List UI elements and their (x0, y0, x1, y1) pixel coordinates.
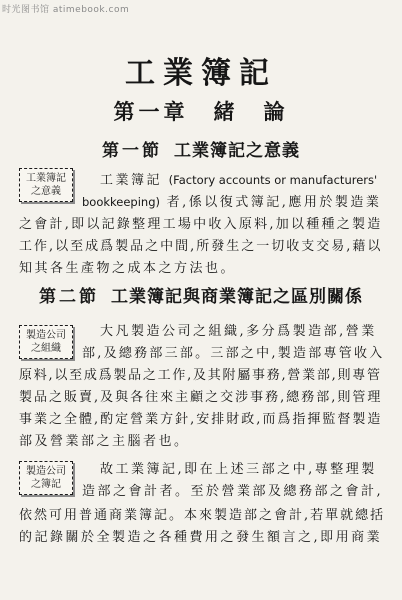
section-2-number: 第二節 (39, 287, 99, 307)
paragraph-1-line-3: 之會計,即以記錄整理工場中收入原料,加以種種之製造 (19, 217, 383, 232)
paragraph-2-line-4: 製品之販賣,及與各往來主顧之交涉事務,總務部,則管理 (19, 390, 383, 405)
section-1-heading (0, 136, 402, 161)
term-english: (Factory accounts or manufacturers' (168, 173, 378, 187)
margin-note-1 (19, 168, 73, 202)
margin-note-2 (19, 325, 73, 359)
section-2-title: 工業簿記與商業簿記之區別關係 (111, 287, 363, 307)
paragraph-2-line-5: 事業之全體,酌定營業方針,安排財政,而爲指揮監督製造 (19, 412, 383, 427)
margin-note-1-line-1: 工業簿記 (26, 173, 66, 184)
paragraph-3-line-2: 造部之會計者。至於營業部及總務部之會計, (82, 484, 384, 499)
paragraph-1-line-5: 知其各生產物之成本之方法也。 (19, 261, 237, 276)
paragraph-3-line-1: 故工業簿記,即在上述三部之中,專整理製 (100, 462, 377, 477)
margin-note-3 (19, 461, 73, 495)
margin-note-3-line-1: 製造公司 (26, 466, 66, 477)
paragraph-1-line-1 (100, 169, 377, 188)
margin-note-2-line-2: 之組織 (31, 343, 61, 354)
section-1-title: 工業簿記之意義 (174, 141, 300, 161)
paragraph-3-line-3: 依然可用普通商業簿記。本來製造部之會計,若單就總括 (19, 508, 386, 523)
paragraph-1-line-2 (82, 191, 381, 210)
paragraph-2-line-6: 部及營業部之主腦者也。 (19, 434, 190, 449)
margin-note-1-line-2: 之意義 (31, 186, 61, 197)
watermark: 时光图书馆 atimebook.com (2, 5, 130, 15)
chapter-heading: 第一章 緒 論 (113, 99, 289, 124)
paragraph-2-line-3: 原料,以至成爲製品之工作,及其附屬事務,營業部,則專管 (19, 368, 382, 383)
book-title: 工業簿記 (125, 56, 277, 91)
paragraph-3-line-4: 的記錄關於全製造之各種費用之發生額言之,即用商業 (19, 530, 383, 545)
margin-note-3-line-2: 之簿記 (31, 479, 61, 490)
section-2-heading (0, 282, 402, 307)
paragraph-2-line-2: 部,及總務部三部。三部之中,製造部專管收入 (82, 346, 385, 361)
section-1-number: 第一節 (102, 141, 162, 161)
term-chinese: 工業簿記 (100, 173, 163, 188)
term-english-cont: bookkeeping) (82, 195, 161, 209)
paragraph-2-line-1: 大凡製造公司之組織,多分爲製造部,營業 (100, 324, 377, 339)
paragraph-1-text: 者,係以復式簿記,應用於製造業 (166, 195, 382, 210)
paragraph-1-line-4: 工作,以至成爲製品之中間,所發生之一切收支交易,藉以 (19, 239, 383, 254)
margin-note-2-line-1: 製造公司 (26, 330, 66, 341)
